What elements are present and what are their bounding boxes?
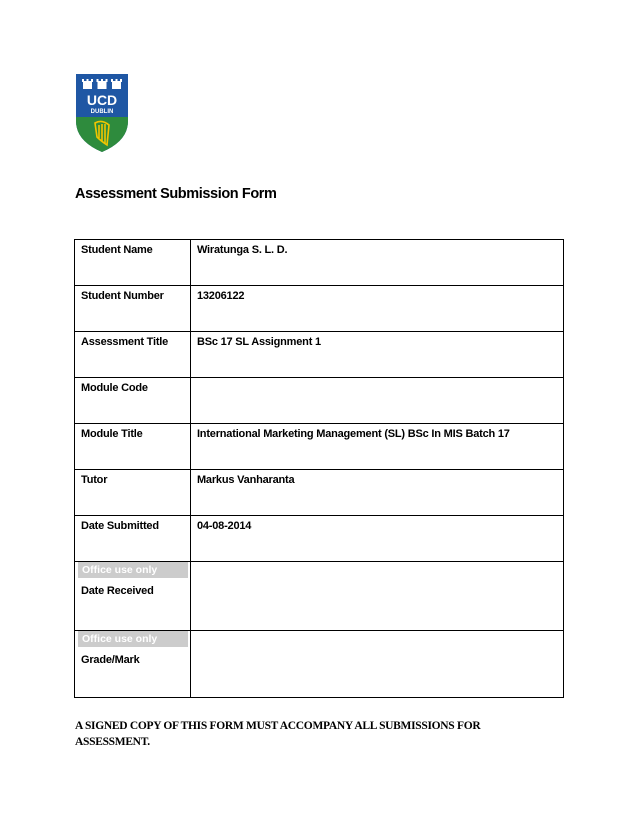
form-row bbox=[75, 286, 564, 332]
row-label-cell bbox=[75, 378, 191, 424]
office-label-cell bbox=[75, 631, 191, 698]
row-label-cell bbox=[75, 424, 191, 470]
row-value-cell bbox=[190, 378, 563, 424]
logo-subtitle: DUBLIN bbox=[90, 109, 114, 115]
row-value: 04-08-2014 bbox=[196, 520, 252, 532]
office-value-cell bbox=[190, 562, 563, 631]
row-value-cell bbox=[190, 470, 563, 516]
office-use-row bbox=[75, 631, 564, 698]
row-label-cell bbox=[75, 240, 191, 286]
office-row-value bbox=[191, 631, 563, 635]
office-use-row bbox=[75, 562, 564, 631]
row-label: Student Name bbox=[81, 244, 153, 256]
row-value: BSc 17 SL Assignment 1 bbox=[196, 336, 321, 348]
row-value: International Marketing Management (SL) BSc In MIS Batch 17 bbox=[196, 428, 510, 440]
form-row bbox=[75, 240, 564, 286]
form-row bbox=[75, 424, 564, 470]
ucd-logo bbox=[75, 73, 129, 153]
row-value: Wiratunga S. L. D. bbox=[196, 244, 288, 256]
form-row bbox=[75, 470, 564, 516]
signed-copy-notice: A SIGNED COPY OF THIS FORM MUST ACCOMPANY ALL SUBMISSIONS FOR ASSESSMENT. bbox=[75, 720, 481, 748]
row-label: Module Title bbox=[81, 428, 143, 440]
row-value-cell bbox=[190, 424, 563, 470]
row-value-cell bbox=[190, 516, 563, 562]
office-use-tag: Office use only bbox=[78, 631, 188, 647]
office-row-label: Date Received bbox=[81, 585, 154, 597]
page-title: Assessment Submission Form bbox=[75, 186, 277, 202]
row-label: Tutor bbox=[81, 474, 108, 486]
row-value-cell bbox=[190, 332, 563, 378]
form-row bbox=[75, 332, 564, 378]
row-value bbox=[191, 378, 563, 382]
row-label-cell bbox=[75, 332, 191, 378]
office-value-cell bbox=[190, 631, 563, 698]
row-label: Assessment Title bbox=[81, 336, 169, 348]
office-row-value bbox=[191, 562, 563, 566]
office-use-tag: Office use only bbox=[78, 562, 188, 578]
form-row bbox=[75, 516, 564, 562]
office-row-label: Grade/Mark bbox=[81, 654, 140, 666]
row-value: 13206122 bbox=[196, 290, 245, 302]
row-value-cell bbox=[190, 240, 563, 286]
row-value-cell bbox=[190, 286, 563, 332]
row-label-cell bbox=[75, 470, 191, 516]
row-label: Module Code bbox=[81, 382, 148, 394]
row-label-cell bbox=[75, 516, 191, 562]
form-row bbox=[75, 378, 564, 424]
submission-form-table bbox=[74, 239, 564, 698]
office-label-cell bbox=[75, 562, 191, 631]
row-label: Date Submitted bbox=[81, 520, 159, 532]
row-value: Markus Vanharanta bbox=[196, 474, 295, 486]
row-label: Student Number bbox=[81, 290, 164, 302]
row-label-cell bbox=[75, 286, 191, 332]
logo-name: UCD bbox=[86, 92, 118, 108]
